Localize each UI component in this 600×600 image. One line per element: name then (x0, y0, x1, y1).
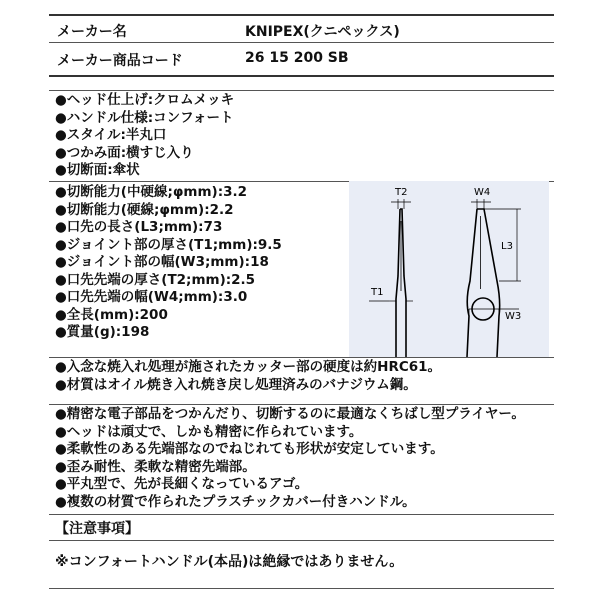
notes-heading: 【注意事項】 (55, 521, 139, 537)
spec-item: ●口先の長さ(L3;mm):73 (55, 219, 223, 235)
maker-label: メーカー名 (57, 24, 127, 40)
rule-row1 (49, 42, 554, 43)
spec-item: ●口先先端の幅(W4;mm):3.0 (55, 289, 248, 305)
features-c-list (55, 406, 525, 511)
code-label: メーカー商品コード (57, 53, 183, 69)
pliers-dimension-diagram (349, 181, 549, 357)
spec-item: ●全長(mm):200 (55, 306, 168, 323)
feature-style: ●スタイル:半丸口 (55, 127, 167, 143)
feature-desc: ●精密な電子部品をつかんだり、切断するのに最適なくちばし型プライヤー。 (55, 406, 525, 422)
spec-item: ●ジョイント部の幅(W3;mm):18 (55, 254, 269, 270)
spec-item: ●口先先端の厚さ(T2;mm):2.5 (55, 271, 256, 288)
feature-hardness: ●入念な焼入れ処理が施されたカッター部の硬度は約HRC61。 (55, 359, 442, 375)
diagram-label-t2: T2 (395, 187, 408, 198)
code-value: 26 15 200 SB (245, 50, 349, 66)
features-a-list (55, 92, 234, 180)
rule-section-b (49, 357, 554, 358)
features-b-list (55, 359, 441, 394)
rule-section-c (49, 404, 554, 405)
rule-bottom (49, 588, 554, 589)
pliers-front-outline-left (467, 209, 477, 357)
spec-item: ●質量(g):198 (55, 324, 150, 340)
diagram-label-w3: W3 (505, 311, 522, 322)
feature-head-finish: ●ヘッド仕上げ:クロムメッキ (55, 92, 235, 108)
feature-desc: ●柔軟性のある先端部なのでねじれても形状が安定しています。 (55, 441, 444, 457)
feature-cut-face: ●切断面:傘状 (55, 162, 140, 178)
pliers-side-outline-left (396, 209, 400, 357)
rule-table-bottom (49, 75, 554, 77)
feature-desc: ●平丸型で、先が長細くなっているアゴ。 (55, 476, 309, 492)
feature-handle: ●ハンドル仕様:コンフォート (55, 109, 234, 126)
diagram-label-w4: W4 (474, 187, 491, 198)
diagram-label-l3: L3 (501, 241, 513, 252)
rule-notes (49, 514, 554, 515)
maker-value: KNIPEX(クニペックス) (245, 24, 400, 40)
feature-grip: ●つかみ面:横すじ入り (55, 144, 194, 161)
spec-item: ●切断能力(中硬線;φmm):3.2 (55, 184, 248, 200)
feature-desc: ●複数の材質で作られたプラスチックカバー付きハンドル。 (55, 493, 416, 510)
notes-body: ※コンフォートハンドル(本品)は絶縁ではありません。 (55, 554, 404, 570)
diagram-label-t1: T1 (371, 287, 384, 298)
rule-top (49, 14, 554, 16)
feature-desc: ●歪み耐性、柔軟な精密先端部。 (55, 458, 256, 475)
rule-notes-inner (49, 540, 554, 541)
spec-item: ●ジョイント部の厚さ(T1;mm):9.5 (55, 236, 282, 253)
rule-section-a (49, 90, 554, 91)
spec-item: ●切断能力(硬線;φmm):2.2 (55, 201, 234, 218)
feature-material: ●材質はオイル焼き入れ焼き戻し処理済みのバナジウム鋼。 (55, 376, 417, 393)
specs-list (55, 184, 282, 342)
feature-desc: ●ヘッドは頑丈で、しかも精密に作られています。 (55, 423, 363, 440)
